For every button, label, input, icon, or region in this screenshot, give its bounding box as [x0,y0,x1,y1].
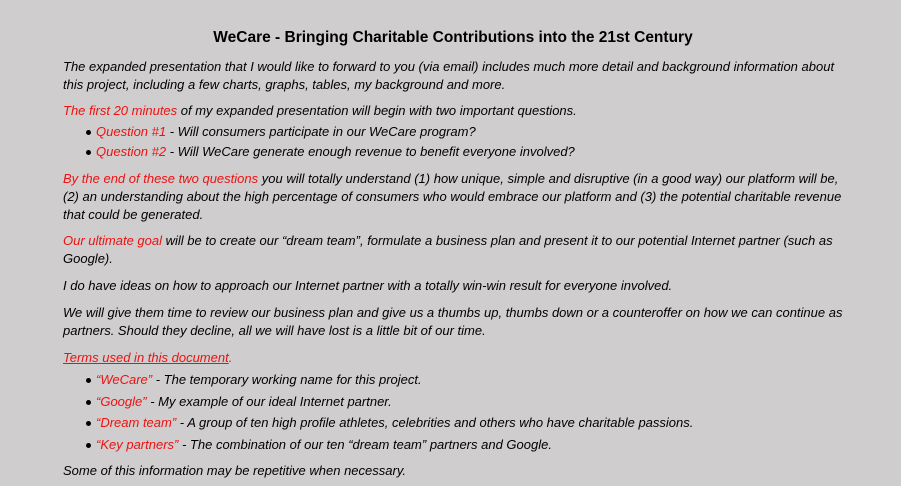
terms-list [63,371,843,454]
term-definition: - The temporary working name for this project. [152,372,422,387]
term-definition: - The combination of our ten “dream team” partners and Google. [178,436,552,452]
term-name: “Google” [96,393,147,409]
list-item [63,123,843,141]
end-of-questions-paragraph [63,170,843,224]
bullet-icon [86,400,91,405]
list-item [63,436,843,454]
question-text: - Will WeCare generate enough revenue to benefit everyone involved? [166,144,575,159]
list-item [63,393,843,411]
terms-heading-text: Terms used in this document [63,350,229,365]
first-20-paragraph [63,102,843,120]
terms-heading [63,349,843,367]
bullet-icon [86,421,91,426]
list-item [63,414,843,432]
ultimate-goal-rest: will be to create our “dream team”, formulate a business plan and present it to our potential Internet partner (such as Google). [63,233,833,266]
bullet-icon [86,443,91,448]
terms-heading-period: . [228,350,233,365]
bullet-icon [86,378,91,383]
question-text: - Will consumers participate in our WeCare program? [166,124,476,139]
ultimate-goal-paragraph [63,232,843,268]
first-20-rest: of my expanded presentation will begin with two important questions. [177,103,577,118]
term-definition: - My example of our ideal Internet partner. [146,393,392,409]
term-name: “Key partners” [96,436,179,452]
question-lead: Question #1 [96,124,167,139]
intro-paragraph: The expanded presentation that I would like to forward to you (via email) includes much more detail and background information about this project, including a few charts, graphs, tables, my background and more. [63,59,835,92]
list-item [63,371,843,389]
questions-list [63,123,843,161]
list-item [63,143,843,161]
ultimate-goal-lead: Our ultimate goal [63,233,162,248]
term-name: “Dream team” [96,415,177,430]
term-definition: - A group of ten high profile athletes, celebrities and others who have charitable passions. [176,415,694,430]
term-name: “WeCare” [96,372,153,387]
end-of-questions-rest: you will totally understand (1) how unique, simple and disruptive (in a good way) our platform will be, (2) an understanding about the high percentage of consumers who would embrace our platform and (3) the potential charitable revenue that could be generated. [63,171,842,222]
first-20-lead: The first 20 minutes [63,103,178,118]
closing-paragraph: Some of this information may be repetitive when necessary. [63,463,406,478]
bullet-icon [86,130,91,135]
bullet-icon [86,150,91,155]
ideas-paragraph: I do have ideas on how to approach our Internet partner with a totally win-win result for everyone involved. [63,278,673,293]
document-title: WeCare - Bringing Charitable Contributions into the 21st Century [213,29,693,46]
end-of-questions-lead: By the end of these two questions [63,171,259,186]
question-lead: Question #2 [96,144,167,159]
review-paragraph: We will give them time to review our business plan and give us a thumbs up, thumbs down or a counteroffer on how we can continue as partners. Should they decline, all we will have lost is a little bit of our time. [63,305,843,338]
